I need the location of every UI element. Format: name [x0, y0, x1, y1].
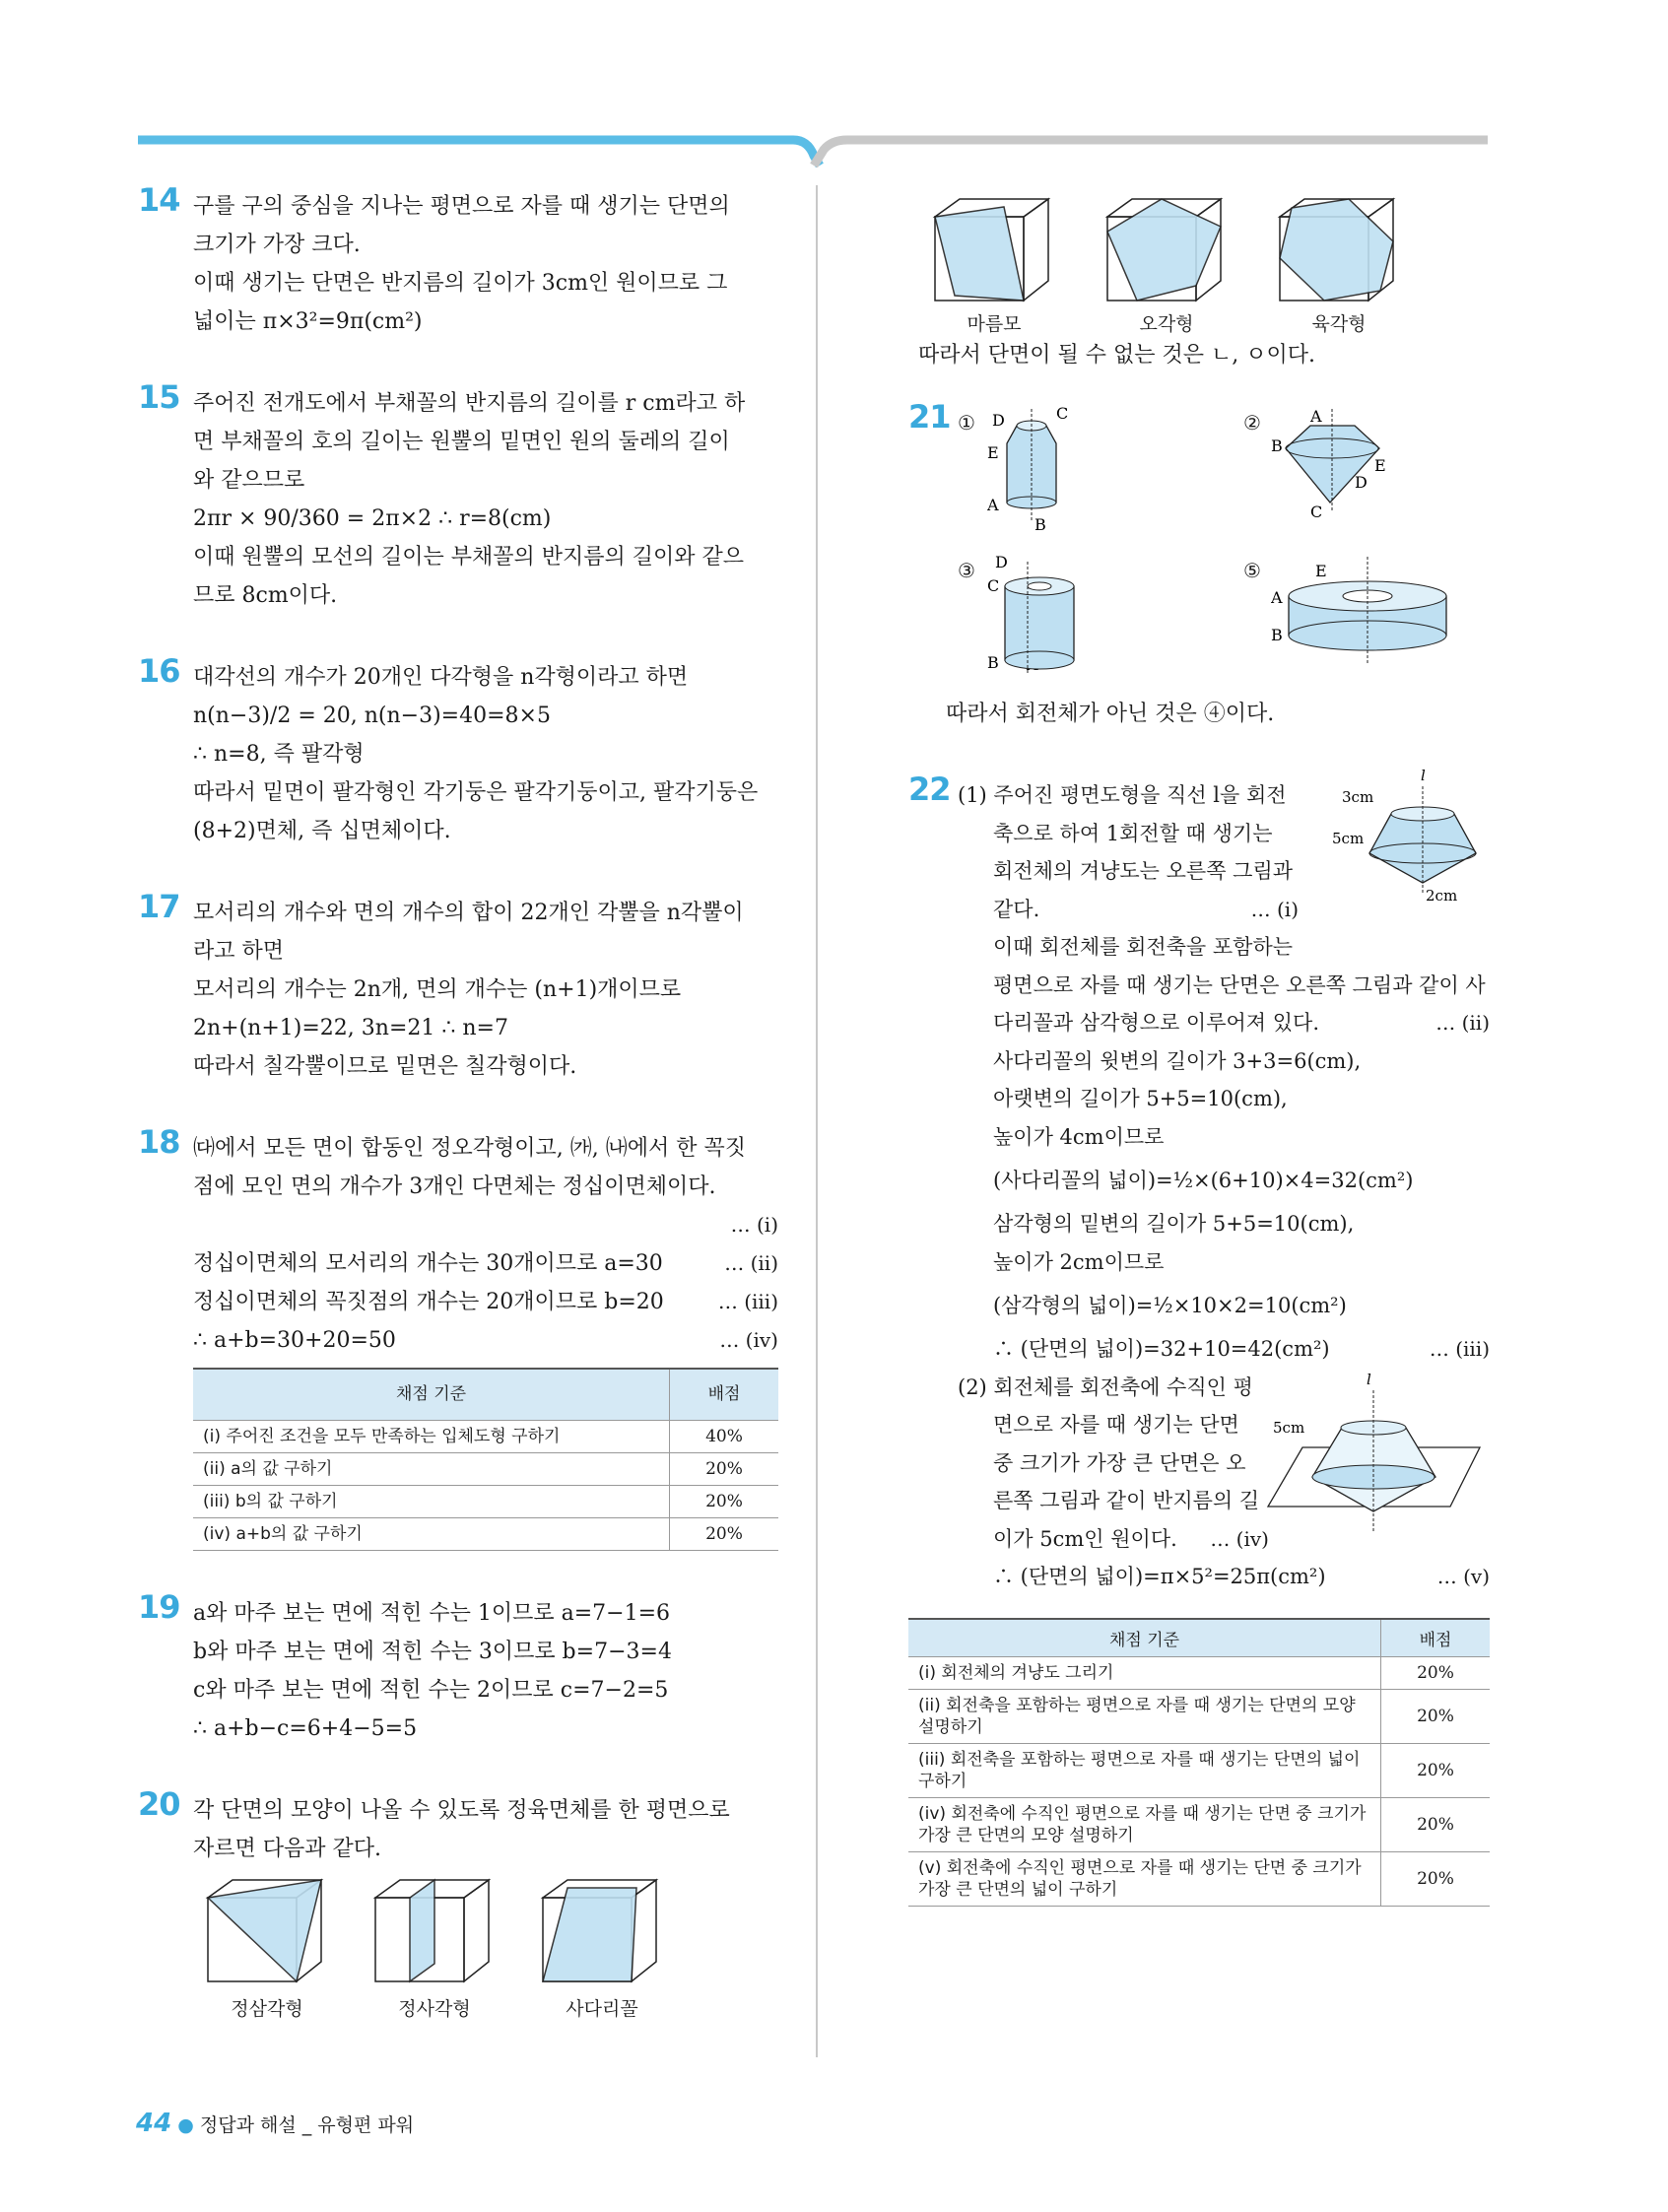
- svg-text:D: D: [995, 553, 1008, 571]
- bullet-icon: ●: [177, 2114, 194, 2136]
- equation-line: 2n+(n+1)=22, 3n=21 ∴ n=7: [193, 1016, 508, 1040]
- table-row: (iii) b의 값 구하기 20%: [193, 1486, 778, 1518]
- solid-2: [1271, 404, 1409, 522]
- equation-line: (삼각형의 넓이)=½×10×2=10(cm²): [993, 1294, 1347, 1317]
- mark-1: ①: [958, 411, 975, 435]
- figure-label: 오각형: [1139, 313, 1194, 335]
- problem-number: 18: [138, 1123, 180, 1161]
- text-line: ∴ (단면의 넓이)=π×5²=25π(cm²) … (v): [958, 1558, 1490, 1596]
- text-line: 모서리의 개수와 면의 개수의 합이 22개인 각뿔을 n각뿔이: [193, 901, 744, 925]
- step-tag: … (iii): [1429, 1337, 1490, 1361]
- text-line: 라고 하면: [193, 939, 285, 964]
- text-line: 정십이면체의 모서리의 개수는 30개이므로 a=30 … (ii): [193, 1244, 778, 1283]
- text-line: 크기가 가장 크다.: [193, 233, 361, 257]
- svg-text:D: D: [992, 411, 1005, 430]
- step-tag: … (i): [730, 1213, 778, 1237]
- problem-number: 17: [138, 888, 180, 925]
- problem-number: 21: [908, 398, 951, 436]
- table-row: (iv) 회전축에 수직인 평면으로 자를 때 생기는 단면 중 크기가 가장 큰 단면의 모양 설명하기 20%: [908, 1797, 1490, 1851]
- step-tag: … (iv): [1210, 1526, 1269, 1551]
- text-line: 각 단면의 모양이 나올 수 있도록 정육면체를 한 평면으로: [193, 1798, 730, 1823]
- mark-5: ⑤: [1243, 559, 1261, 582]
- svg-text:E: E: [1315, 562, 1327, 580]
- text-line: 회전체의 겨냥도는 오른쪽 그림과: [993, 859, 1294, 883]
- dim-label: 2cm: [1426, 887, 1458, 905]
- text-line: ∴ a+b=30+20=50 … (iv): [193, 1321, 778, 1360]
- dim-label: 5cm: [1273, 1418, 1305, 1437]
- problem-20: [138, 1785, 778, 2029]
- footer-text: 정답과 해설 _ 유형편 파워: [199, 2114, 415, 2136]
- problem-22: [908, 767, 1490, 1907]
- figure-label: 정사각형: [398, 1998, 471, 2020]
- text-line: a와 마주 보는 면에 적힌 수는 1이므로 a=7−1=6: [193, 1601, 671, 1626]
- step-tag: … (v): [1436, 1565, 1490, 1588]
- text-line: ∴ a+b−c=6+4−5=5: [193, 1716, 418, 1741]
- text-line: 점에 모인 면의 개수가 3개인 다면체는 정십이면체이다.: [193, 1174, 716, 1199]
- svg-text:C: C: [1310, 503, 1323, 521]
- text-line: 이때 생기는 단면은 반지름의 길이가 3cm인 원이므로 그: [193, 271, 728, 296]
- table-header: 배점: [670, 1369, 779, 1421]
- table-row: (iv) a+b의 값 구하기 20%: [193, 1518, 778, 1551]
- text-line: 평면으로 자를 때 생기는 단면은 오른쪽 그림과 같이 사: [993, 972, 1486, 997]
- conclusion-20: 따라서 단면이 될 수 없는 것은 ㄴ, ㅇ이다.: [918, 343, 1315, 368]
- figure-label: 육각형: [1311, 313, 1367, 335]
- problem-20-continued: [918, 197, 1490, 374]
- problem-15: [138, 378, 778, 615]
- problem-21: [908, 398, 1490, 733]
- svg-text:B: B: [987, 653, 999, 672]
- problem-19: [138, 1588, 778, 1748]
- text-line: 같다. … (i): [958, 891, 1299, 929]
- problem-17: [138, 888, 778, 1086]
- table-header: 배점: [1381, 1619, 1491, 1657]
- equation-line: 2πr × 90/360 = 2π×2 ∴ r=8(cm): [193, 506, 552, 531]
- cube-section-hexagon: [1275, 197, 1403, 336]
- svg-text:C: C: [987, 576, 1000, 595]
- cube-section-square: [370, 1878, 499, 2029]
- text-line: 와 같으므로: [193, 468, 305, 493]
- text-line: 주어진 전개도에서 부채꼴의 반지름의 길이를 r cm라고 하: [193, 391, 746, 416]
- text-line: 구를 구의 중심을 지나는 평면으로 자를 때 생기는 단면의: [193, 194, 730, 219]
- text-line: c와 마주 보는 면에 적힌 수는 2이므로 c=7−2=5: [193, 1678, 669, 1703]
- equation-line: (사다리꼴의 넓이)=½×(6+10)×4=32(cm²): [993, 1169, 1414, 1192]
- page-number: 44: [136, 2109, 172, 2138]
- text-line: 넓이는 π×3²=9π(cm²): [193, 309, 423, 334]
- text-line: b와 마주 보는 면에 적힌 수는 3이므로 b=7−3=4: [193, 1640, 672, 1664]
- text-line: ∴ (단면의 넓이)=32+10=42(cm²) … (iii): [958, 1330, 1490, 1369]
- step-tag: … (ii): [1435, 1011, 1490, 1035]
- text-line: 다리꼴과 삼각형으로 이루어져 있다. … (ii): [958, 1004, 1490, 1042]
- axis-label: l: [1367, 1370, 1371, 1388]
- text-line: 이때 원뿔의 모선의 길이는 부채꼴의 반지름의 길이와 같으: [193, 545, 745, 570]
- text-line: (8+2)면체, 즉 십면체이다.: [193, 819, 451, 843]
- equation-line: n(n−3)/2 = 20, n(n−3)=40=8×5: [193, 704, 551, 728]
- scoring-table: [908, 1618, 1490, 1907]
- text-line: 높이가 4cm이므로: [993, 1124, 1165, 1149]
- text-line: [193, 1206, 778, 1244]
- column-divider: [816, 185, 818, 2057]
- solid-5: [1271, 552, 1458, 670]
- left-column: [138, 181, 778, 2072]
- cube-section-rhombus: [930, 197, 1058, 336]
- figure-label: 정삼각형: [231, 1998, 303, 2020]
- text-line: ㈐에서 모든 면이 합동인 정오각형이고, ㈎, ㈏에서 한 꼭짓: [193, 1136, 746, 1161]
- svg-text:A: A: [1310, 407, 1322, 426]
- step-tag: … (iii): [717, 1290, 778, 1313]
- cube-section-trapezoid: [538, 1878, 666, 2029]
- step-tag: … (i): [1250, 897, 1299, 921]
- table-row: (v) 회전축에 수직인 평면으로 자를 때 생기는 단면 중 크기가 가장 큰 단면의 넓이 구하기 20%: [908, 1851, 1490, 1906]
- table-row: (iii) 회전축을 포함하는 평면으로 자를 때 생기는 단면의 넓이 구하기 20%: [908, 1743, 1490, 1797]
- problem-number: 19: [138, 1588, 180, 1626]
- table-row: (ii) a의 값 구하기 20%: [193, 1453, 778, 1486]
- text-line: (1) 주어진 평면도형을 직선 l을 회전: [958, 783, 1287, 807]
- cube-section-triangle: [203, 1878, 331, 2029]
- table-row: (ii) 회전축을 포함하는 평면으로 자를 때 생기는 단면의 모양 설명하기 20%: [908, 1689, 1490, 1743]
- scoring-table: [193, 1368, 778, 1551]
- mark-2: ②: [1243, 411, 1261, 435]
- svg-text:D: D: [1355, 473, 1368, 492]
- table-header: 채점 기준: [193, 1369, 670, 1421]
- text-line: 른쪽 그림과 같이 반지름의 길: [993, 1489, 1260, 1512]
- axis-label: l: [1421, 767, 1426, 784]
- right-column: [908, 187, 1490, 1950]
- text-line: 아랫변의 길이가 5+5=10(cm),: [993, 1087, 1288, 1110]
- text-line: 대각선의 개수가 20개인 다각형을 n각형이라고 하면: [193, 665, 689, 690]
- dim-label: 3cm: [1342, 788, 1374, 806]
- conclusion-21: 따라서 회전체가 아닌 것은 ④이다.: [946, 702, 1275, 726]
- text-line: 이때 회전체를 회전축을 포함하는: [993, 935, 1294, 959]
- text-line: 이가 5cm인 원이다. … (iv): [958, 1520, 1269, 1559]
- table-row: (i) 주어진 조건을 모두 만족하는 입체도형 구하기 40%: [193, 1421, 778, 1453]
- problem-16: [138, 652, 778, 850]
- solid-1: [987, 404, 1086, 532]
- figure-label: 마름모: [967, 313, 1022, 335]
- table-row: (i) 회전체의 겨냥도 그리기 20%: [908, 1656, 1490, 1689]
- text-line: 높이가 2cm이므로: [993, 1249, 1165, 1274]
- svg-text:B: B: [1034, 515, 1046, 532]
- header-bar: [0, 0, 1668, 168]
- mark-3: ③: [958, 559, 975, 582]
- svg-text:A: A: [1271, 588, 1283, 607]
- problem-number: 22: [908, 771, 951, 808]
- text-line: 자르면 다음과 같다.: [193, 1837, 381, 1861]
- svg-text:C: C: [1056, 404, 1069, 423]
- svg-text:A: A: [987, 496, 999, 514]
- cube-section-pentagon: [1102, 197, 1231, 336]
- svg-text:E: E: [987, 443, 999, 462]
- text-line: 축으로 하여 1회전할 때 생기는: [993, 821, 1273, 845]
- text-line: ∴ n=8, 즉 팔각형: [193, 742, 365, 767]
- problem-14: [138, 181, 778, 341]
- text-line: 따라서 칠각뿔이므로 밑면은 칠각형이다.: [193, 1054, 577, 1079]
- text-line: 면으로 자를 때 생기는 단면: [993, 1413, 1239, 1437]
- text-line: 삼각형의 밑변의 길이가 5+5=10(cm),: [993, 1212, 1355, 1236]
- text-line: 따라서 밑면이 팔각형인 각기둥은 팔각기둥이고, 팔각기둥은: [193, 780, 759, 805]
- problem-number: 20: [138, 1785, 180, 1823]
- text-line: (2) 회전체를 회전축에 수직인 평: [958, 1374, 1253, 1399]
- step-tag: … (ii): [724, 1251, 778, 1275]
- problem-number: 15: [138, 378, 180, 416]
- solid-22-figure-1: [1332, 767, 1490, 905]
- table-header: 채점 기준: [908, 1619, 1381, 1657]
- problem-number: 16: [138, 652, 180, 690]
- step-tag: … (iv): [719, 1328, 778, 1352]
- figure-label: 사다리꼴: [566, 1998, 638, 2020]
- problem-18: [138, 1123, 778, 1551]
- svg-text:B: B: [1271, 436, 1283, 455]
- text-line: 모서리의 개수는 2n개, 면의 개수는 (n+1)개이므로: [193, 977, 682, 1002]
- text-line: 중 크기가 가장 큰 단면은 오: [993, 1450, 1246, 1475]
- svg-text:E: E: [1374, 456, 1386, 475]
- text-line: 므로 8cm이다.: [193, 583, 338, 608]
- svg-text:B: B: [1271, 626, 1283, 644]
- page-footer: [136, 2109, 414, 2138]
- solid-3: [987, 552, 1096, 680]
- text-line: 정십이면체의 꼭짓점의 개수는 20개이므로 b=20 … (iii): [193, 1283, 778, 1321]
- solid-22-figure-2: [1263, 1369, 1490, 1536]
- text-line: 사다리꼴의 윗변의 길이가 3+3=6(cm),: [993, 1048, 1362, 1073]
- problem-number: 14: [138, 181, 180, 219]
- dim-label: 5cm: [1332, 830, 1365, 847]
- text-line: 면 부채꼴의 호의 길이는 원뿔의 밑면인 원의 둘레의 길이: [193, 430, 730, 454]
